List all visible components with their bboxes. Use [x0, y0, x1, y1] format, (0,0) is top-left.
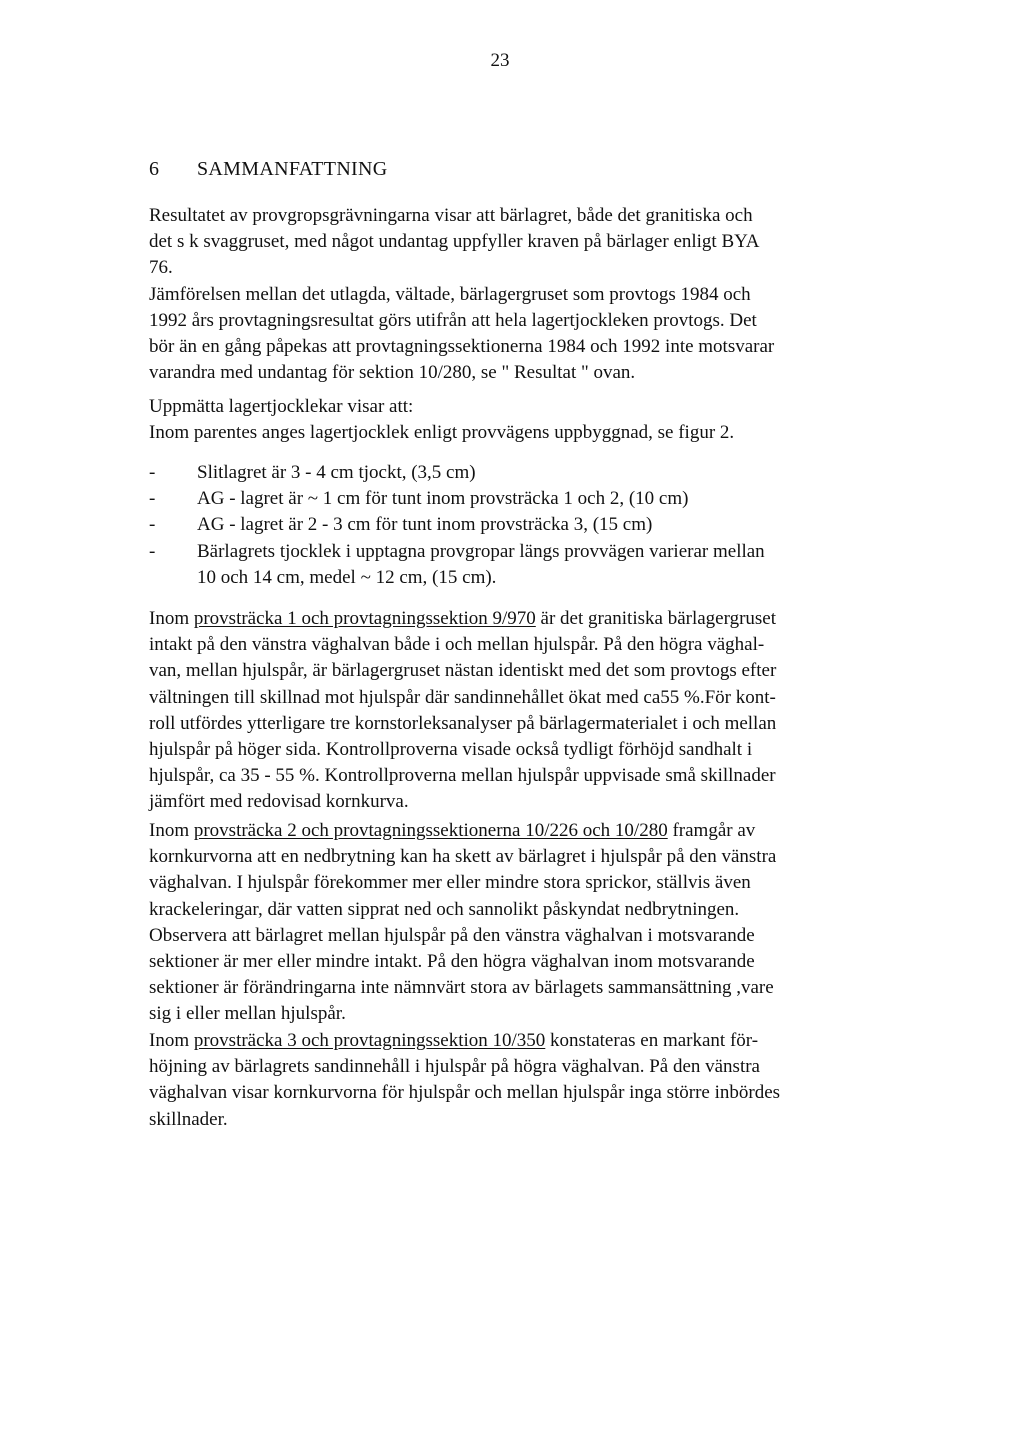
thickness-list	[149, 460, 849, 591]
text-line: sig i eller mellan hjulspår.	[149, 1003, 346, 1025]
text-line: varandra med undantag för sektion 10/280, se " Resultat " ovan.	[149, 362, 636, 384]
list-item	[149, 486, 849, 512]
text-line: det s k svaggruset, med något undantag uppfyller kraven på bärlager enligt BYA	[149, 231, 760, 253]
text-line: van, mellan hjulspår, är bärlagergruset nästan identiskt med det som provtogs efter	[149, 660, 777, 682]
list-dash: -	[149, 462, 156, 483]
text-line	[149, 1028, 849, 1054]
list-item-text: Slitlagret är 3 - 4 cm tjockt, (3,5 cm)	[197, 462, 476, 483]
text-line	[149, 818, 849, 844]
text-line: Resultatet av provgropsgrävningarna visar att bärlagret, både det granitiska och	[149, 205, 753, 226]
text-rest: konstateras en markant för-	[545, 1030, 759, 1051]
text-line: bör än en gång påpekas att provtagningssektionerna 1984 och 1992 inte motsvarar	[149, 336, 775, 358]
list-dash: -	[149, 514, 156, 536]
text-line: kornkurvorna att en nedbrytning kan ha skett av bärlagret i hjulspår på den vänstra	[149, 846, 777, 868]
list-item	[149, 460, 849, 486]
text-line: höjning av bärlagrets sandinnehåll i hjulspår på högra väghalvan. På den vänstra	[149, 1056, 760, 1078]
list-item-text: AG - lagret är ~ 1 cm för tunt inom provsträcka 1 och 2, (10 cm)	[197, 488, 689, 510]
list-item-text: Bärlagrets tjocklek i upptagna provgropar längs provvägen varierar mellan	[197, 540, 765, 562]
text-line: hjulspår på höger sida. Kontrollproverna visade också tydligt förhöjd sandhalt i	[149, 739, 753, 761]
text-rest: är det granitiska bärlagergruset	[535, 608, 777, 629]
text-lead: Inom	[149, 1030, 194, 1051]
text-line: vältningen till skillnad mot hjulspår där sandinnehållet ökat med ca55 %.För kont-	[149, 686, 776, 708]
text-line: sektioner är förändringarna inte nämnvärt stora av bärlagets sammansättning ,vare	[149, 977, 774, 999]
section-heading	[149, 158, 388, 181]
text-line: 1992 års provtagningsresultat görs utifrån att hela lagertjockleken provtogs. Det	[149, 309, 757, 331]
underlined-reference: provsträcka 1 och provtagningssektion 9/970	[193, 608, 536, 629]
section-title: SAMMANFATTNING	[197, 158, 388, 180]
list-item	[149, 539, 849, 565]
list-item	[149, 512, 849, 538]
list-item-text: 10 och 14 cm, medel ~ 12 cm, (15 cm).	[197, 566, 497, 588]
text-line: sektioner är mer eller mindre intakt. På den högra väghalvan inom motsvarande	[149, 951, 755, 973]
text-line: intakt på den vänstra väghalvan både i och mellan hjulspår. På den högra väghal-	[149, 634, 765, 656]
text-rest: framgår av	[667, 820, 756, 841]
text-lead: Inom	[149, 820, 194, 841]
text-line: hjulspår, ca 35 - 55 %. Kontrollproverna mellan hjulspår uppvisade små skillnader	[149, 765, 776, 787]
paragraph-section-1	[149, 606, 849, 816]
text-line: 76.	[149, 257, 173, 279]
text-line: Uppmätta lagertjocklekar visar att:	[149, 396, 414, 417]
underlined-reference: provsträcka 3 och provtagningssektion 10/350	[193, 1030, 546, 1051]
paragraph-section-3	[149, 1028, 849, 1133]
page-number: 23	[490, 50, 510, 71]
text-line: väghalvan visar kornkurvorna för hjulspår och mellan hjulspår inga större inbördes	[149, 1082, 781, 1104]
list-dash: -	[149, 540, 156, 562]
underlined-reference: provsträcka 2 och provtagningssektionerna 10/226 och 10/280	[193, 820, 668, 841]
text-line	[149, 606, 849, 632]
list-item	[149, 565, 849, 591]
measured-paragraph	[149, 394, 849, 446]
text-lead: Inom	[149, 608, 194, 629]
intro-paragraph	[149, 203, 849, 386]
text-line: Jämförelsen mellan det utlagda, vältade, bärlagergruset som provtogs 1984 och	[149, 283, 751, 305]
text-line: Observera att bärlagret mellan hjulspår på den vänstra väghalvan i motsvarande	[149, 924, 755, 946]
text-line: väghalvan. I hjulspår förekommer mer eller mindre stora sprickor, ställvis även	[149, 872, 751, 894]
text-line: krackeleringar, där vatten sipprat ned och sannolikt påskyndat nedbrytningen.	[149, 898, 740, 920]
list-item-text: AG - lagret är 2 - 3 cm för tunt inom provsträcka 3, (15 cm)	[197, 514, 653, 536]
text-line: skillnader.	[149, 1108, 228, 1130]
section-number: 6	[149, 158, 160, 180]
list-dash: -	[149, 488, 156, 510]
paragraph-section-2	[149, 818, 849, 1028]
text-line: jämfört med redovisad kornkurva.	[149, 791, 409, 813]
list-dash	[149, 565, 197, 591]
text-line: Inom parentes anges lagertjocklek enligt provvägens uppbyggnad, se figur 2.	[149, 422, 735, 444]
text-line: roll utfördes ytterligare tre kornstorleksanalyser på bärlagermaterialet i och mellan	[149, 712, 777, 734]
